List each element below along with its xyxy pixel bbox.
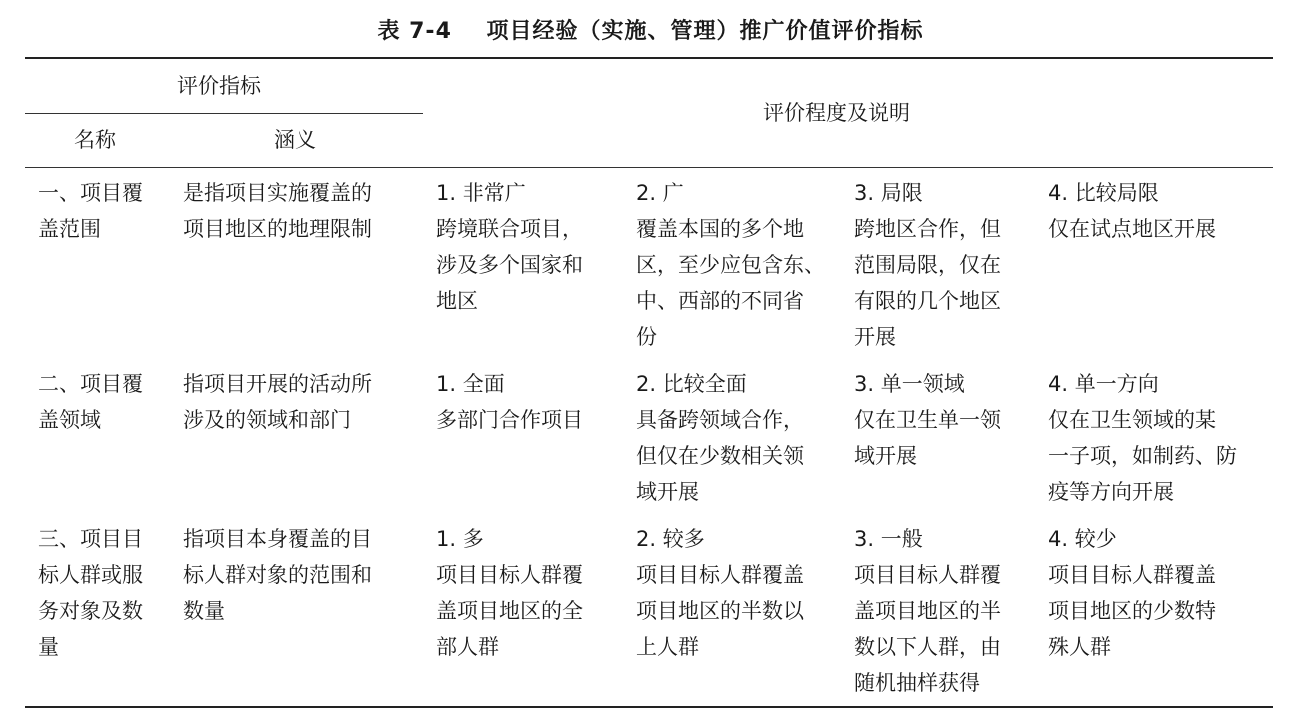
row-3-level-4: 4. 较少 项目目标人群覆盖 项目地区的少数特 殊人群 [1048,527,1216,659]
row-2-level-4: 4. 单一方向 仅在卫生领域的某 一子项，如制药、防 疫等方向开展 [1048,372,1237,504]
indicator-underline [25,113,423,114]
table-title: 表 7-4 项目经验（实施、管理）推广价值评价指标 [377,19,924,44]
header-name: 名称 [74,128,116,152]
row-1-level-1: 1. 非常广 跨境联合项目， 涉及多个国家和 地区 [436,181,583,313]
header-indicator: 评价指标 [177,74,261,98]
top-rule [25,57,1273,59]
row-3-level-3: 3. 一般 项目目标人群覆 盖项目地区的半 数以下人群，由 随机抽样获得 [854,527,1001,695]
row-1-name: 一、项目覆 盖范围 [38,181,143,241]
row-2-name: 二、项目覆 盖领域 [38,372,143,432]
row-2-level-3: 3. 单一领域 仅在卫生单一领 域开展 [854,372,1001,468]
bottom-rule [25,706,1273,708]
header-rating: 评价程度及说明 [763,101,910,125]
row-1-meaning: 是指项目实施覆盖的 项目地区的地理限制 [183,181,372,241]
row-2-meaning: 指项目开展的活动所 涉及的领域和部门 [183,372,372,432]
row-3-meaning: 指项目本身覆盖的目 标人群对象的范围和 数量 [183,527,372,623]
header-rule [25,167,1273,168]
header-meaning: 涵义 [274,128,316,152]
row-2-level-1: 1. 全面 多部门合作项目 [436,372,583,432]
row-3-name: 三、项目目 标人群或服 务对象及数 量 [38,527,143,659]
row-3-level-2: 2. 较多 项目目标人群覆盖 项目地区的半数以 上人群 [636,527,804,659]
row-1-level-2: 2. 广 覆盖本国的多个地 区，至少应包含东、 中、西部的不同省 份 [636,181,825,349]
row-1-level-3: 3. 局限 跨地区合作，但 范围局限，仅在 有限的几个地区 开展 [854,181,1001,349]
row-3-level-1: 1. 多 项目目标人群覆 盖项目地区的全 部人群 [436,527,583,659]
row-1-level-4: 4. 比较局限 仅在试点地区开展 [1048,181,1216,241]
row-2-level-2: 2. 比较全面 具备跨领域合作， 但仅在少数相关领 域开展 [636,372,804,504]
